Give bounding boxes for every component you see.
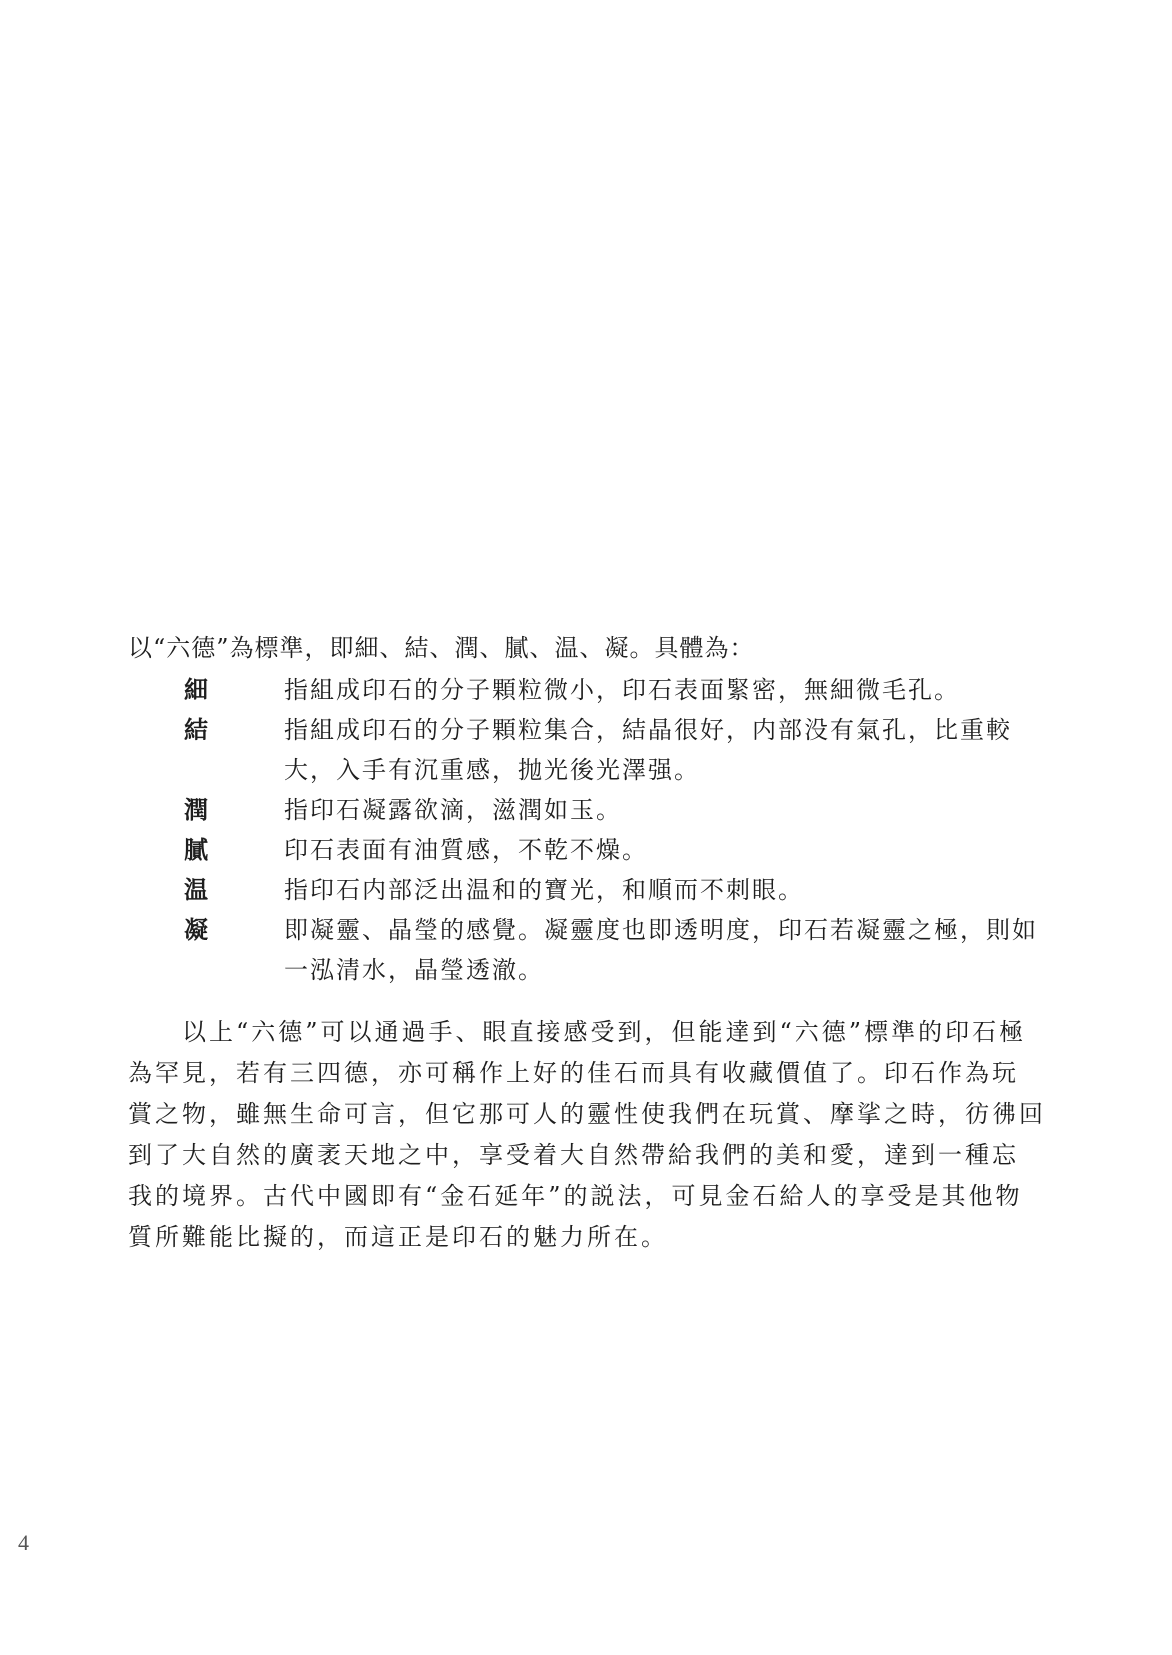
definition-line: 指組成印石的分子顆粒集合，結晶很好，内部没有氣孔，比重較 [284, 716, 1012, 744]
definition-line: 指組成印石的分子顆粒微小，印石表面緊密，無細微毛孔。 [284, 676, 960, 704]
paragraph-line: 到了大自然的廣袤天地之中，享受着大自然帶給我們的美和愛，達到一種忘 [128, 1141, 1019, 1169]
definition-term: 細 [184, 676, 208, 704]
definition-line: 即凝靈、晶瑩的感覺。凝靈度也即透明度，印石若凝靈之極，則如 [284, 916, 1038, 944]
paragraph-line: 賞之物，雖無生命可言，但它那可人的靈性使我們在玩賞、摩挲之時，彷彿回 [128, 1100, 1046, 1128]
definition-term: 温 [184, 876, 208, 904]
paragraph-line: 以上“六德”可以通過手、眼直接感受到，但能達到“六德”標準的印石極 [128, 1018, 1027, 1046]
definition-term: 膩 [184, 836, 208, 864]
definition-text [284, 670, 1068, 710]
definition-line: 大，入手有沉重感，抛光後光澤强。 [284, 756, 700, 784]
closing-paragraph [128, 1012, 1068, 1258]
definition-term: 結 [184, 716, 208, 744]
definition-text [284, 710, 1068, 790]
definition-text [284, 790, 1068, 830]
definition-line: 一泓清水，晶瑩透澈。 [284, 956, 544, 984]
paragraph-line: 我的境界。古代中國即有“金石延年”的説法，可見金石給人的享受是其他物 [128, 1182, 1023, 1210]
paragraph-line: 為罕見，若有三四德，亦可稱作上好的佳石而具有收藏價值了。印石作為玩 [128, 1059, 1019, 1087]
paragraph-line: 質所難能比擬的，而這正是印石的魅力所在。 [128, 1223, 668, 1251]
definition-line: 指印石内部泛出温和的寶光，和順而不刺眼。 [284, 876, 804, 904]
definition-item [128, 910, 1068, 990]
definition-term: 凝 [184, 916, 208, 944]
definition-list [128, 670, 1068, 990]
definition-item [128, 790, 1068, 830]
definition-item [128, 670, 1068, 710]
definition-term: 潤 [184, 796, 208, 824]
definition-item [128, 870, 1068, 910]
definition-text [284, 910, 1068, 990]
definition-item [128, 830, 1068, 870]
definition-item [128, 710, 1068, 790]
definition-line: 指印石凝露欲滴，滋潤如玉。 [284, 796, 622, 824]
intro-paragraph: 以“六德”為標準，即細、結、潤、膩、温、凝。具體為： [128, 634, 755, 662]
definition-line: 印石表面有油質感，不乾不燥。 [284, 836, 648, 864]
definition-text [284, 870, 1068, 910]
page-number: 4 [18, 1530, 29, 1555]
definition-text [284, 830, 1068, 870]
